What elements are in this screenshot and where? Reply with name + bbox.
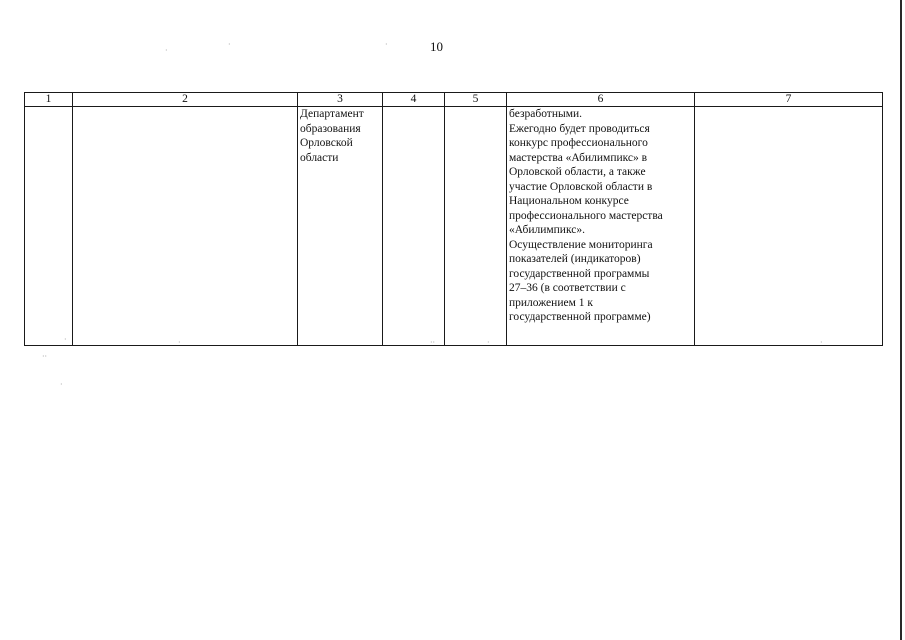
cell-col6-line: 27–36 (в соответствии с xyxy=(509,282,626,294)
scan-speck: · xyxy=(385,40,388,49)
scan-speck: · xyxy=(64,335,67,344)
cell-col3-line: Орловской xyxy=(300,137,353,149)
scan-speck: ·· xyxy=(42,352,48,361)
scan-speck: · xyxy=(60,380,63,389)
cell-col3-line: образования xyxy=(300,122,361,135)
scan-speck: · xyxy=(228,40,231,49)
cell-col6-line: Орловской области, а также xyxy=(509,166,646,178)
column-header-1: 1 xyxy=(25,93,73,107)
cell-col4 xyxy=(383,107,445,346)
cell-col3 xyxy=(298,107,383,346)
cell-col5 xyxy=(445,107,507,346)
cell-col6-line: мастерства «Абилимпикс» в xyxy=(509,151,648,164)
page-number: 10 xyxy=(430,39,443,54)
cell-col6-line: Национальном конкурсе xyxy=(509,195,629,207)
cell-col6-line: Ежегодно будет проводиться xyxy=(509,122,650,135)
scan-speck: · xyxy=(820,338,823,347)
scan-edge-line xyxy=(900,0,902,640)
cell-col6 xyxy=(507,107,695,346)
header-row xyxy=(25,93,883,107)
measure-description xyxy=(509,107,692,325)
column-header-7: 7 xyxy=(695,93,883,107)
column-header-6: 6 xyxy=(507,93,695,107)
cell-col7 xyxy=(695,107,883,346)
column-header-5: 5 xyxy=(445,93,507,107)
scan-speck: · xyxy=(178,338,181,347)
cell-col6-line: профессионального мастерства xyxy=(509,209,663,222)
column-header-2: 2 xyxy=(73,93,298,107)
table-row xyxy=(25,107,883,346)
cell-col2 xyxy=(73,107,298,346)
cell-col6-line: безработными. xyxy=(509,108,583,120)
cell-col6-line: «Абилимпикс». xyxy=(509,224,585,236)
scan-speck: · xyxy=(487,338,490,347)
cell-col1 xyxy=(25,107,73,346)
cell-col3-line: Департамент xyxy=(300,108,364,120)
cell-col6-line: государственной программы xyxy=(509,267,650,280)
cell-col6-line: участие Орловской области в xyxy=(509,180,653,193)
responsible-executor xyxy=(300,107,380,165)
cell-col6-line: Осуществление мониторинга xyxy=(509,238,653,251)
column-header-3: 3 xyxy=(298,93,383,107)
cell-col6-line: приложением 1 к xyxy=(509,296,593,309)
cell-col6-line: показателей (индикаторов) xyxy=(509,253,641,265)
cell-col6-line: конкурс профессионального xyxy=(509,137,648,149)
cell-col3-line: области xyxy=(300,151,339,164)
data-table xyxy=(24,92,883,346)
cell-col6-line: государственной программе) xyxy=(509,311,651,323)
scan-speck: ·· xyxy=(430,338,436,347)
column-header-4: 4 xyxy=(383,93,445,107)
scan-speck: · xyxy=(165,46,168,55)
